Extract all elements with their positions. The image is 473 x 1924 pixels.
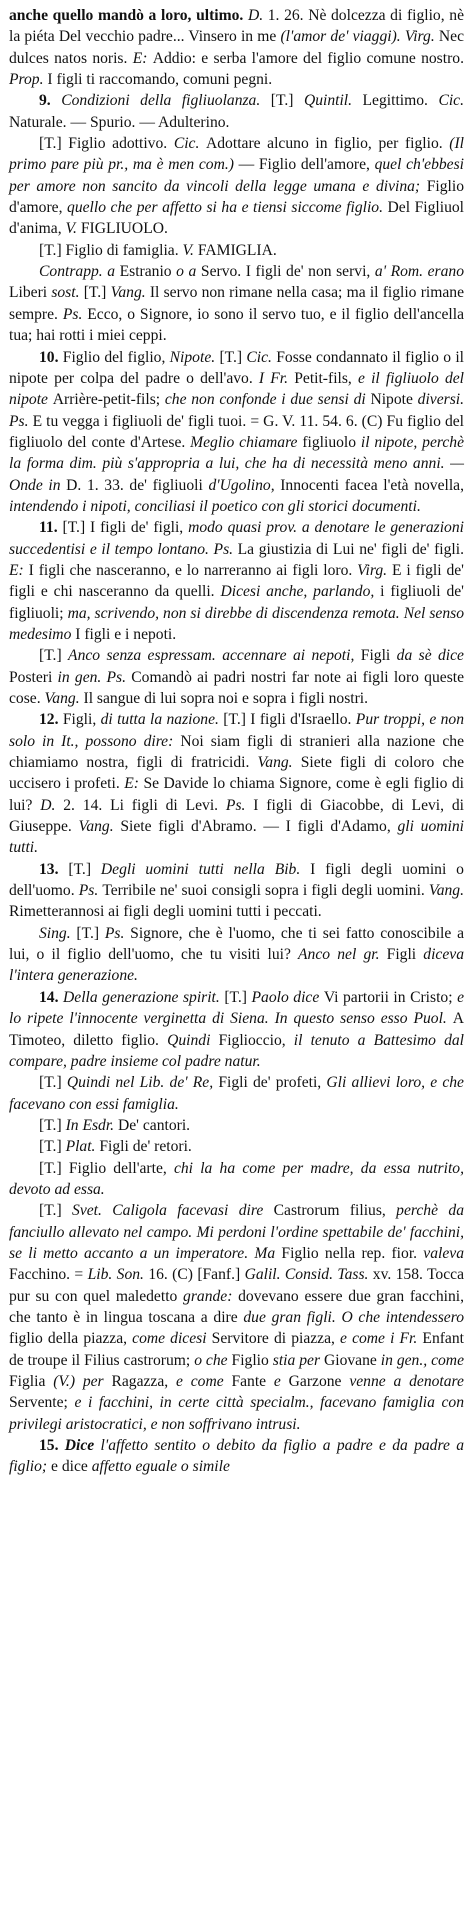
text-segment: Quintil. <box>303 92 363 110</box>
text-segment: che non confonde i due sensi di <box>164 391 371 409</box>
text-segment: Figlioccio, <box>218 1031 294 1049</box>
text-segment: Castrorum filius, <box>273 1202 397 1220</box>
text-segment: Ps. <box>62 305 88 323</box>
text-segment: Del Figliuol d'anima, <box>9 199 464 238</box>
text-segment: Ps. <box>78 882 103 900</box>
text-segment: Ragazza, <box>111 1373 176 1390</box>
text-segment: Arrière-petit-fils; <box>52 391 165 409</box>
text-segment: Il servo non rimane nella casa; ma il figlio rimane sempre. <box>9 284 464 323</box>
text-segment: I figli che nasceranno, e lo narreranno ai figli loro. <box>28 561 358 579</box>
text-segment: venne a denotare <box>349 1373 464 1390</box>
text-segment: Condizioni della figliuolanza. <box>61 92 271 110</box>
para-13 <box>9 859 464 923</box>
text-segment: (V.) per <box>53 1373 112 1390</box>
text-segment: In Esdr. <box>65 1116 118 1134</box>
para-9c <box>9 240 464 261</box>
text-segment: Figli, <box>62 711 101 729</box>
text-segment: di tutta la nazione. <box>100 711 224 729</box>
text-segment: dovevano essere due gran facchini, che tanto è in lingua toscana a dire <box>9 1287 464 1326</box>
text-segment: Vi partorii in Cristo; <box>323 988 458 1006</box>
text-segment: (l'amor de' viaggi). Virg. <box>280 28 439 46</box>
text-segment: e come i Fr. <box>340 1330 423 1348</box>
text-segment: Servente; <box>9 1394 75 1412</box>
text-segment: Signore, che è l'uomo, che ti sei fatto conoscibile a lui, o il figlio dell'uomo, che tu visiti lui? <box>9 924 464 964</box>
text-segment: ma, scrivendo, non si direbbe di discendenza remota. Nel senso medesimo <box>9 604 464 643</box>
text-segment: [T.] <box>83 284 111 302</box>
text-segment: Gli allievi loro, e che facevano con essi famiglia. <box>9 1074 464 1113</box>
text-segment: Quindi nel Lib. de' Re, <box>66 1074 219 1092</box>
text-segment: Della generazione spirit. <box>63 988 225 1006</box>
text-segment: a' Rom. erano <box>374 263 465 281</box>
text-segment: da sè dice <box>396 647 464 665</box>
text-segment: Ecco, o Signore, io sono il servo tuo, e il figlio dell'ancella tua; hai rotti i miei ceppi. <box>9 305 465 345</box>
text-segment: modo quasi prov. a denotare le generazioni succedentisi e il tempo lontano. Ps. <box>9 519 464 558</box>
text-segment: Enfant de troupe il Filius castrorum; <box>9 1330 464 1369</box>
text-segment: [T.] I figli de' figli, <box>62 519 189 537</box>
text-segment: A Timoteo, diletto figlio. <box>9 1010 464 1049</box>
text-segment: Giovane <box>323 1351 381 1369</box>
text-segment: Siete figli di coloro che uccisero i profeti. <box>9 754 465 793</box>
para-14c <box>9 1115 464 1136</box>
text-segment: D. <box>40 796 64 814</box>
text-segment: Anco nel gr. <box>298 946 387 964</box>
text-segment: Nec dulces natos noris. <box>9 28 464 67</box>
para-12 <box>9 709 464 858</box>
text-segment: Servo. I figli de' non servi, <box>200 263 375 281</box>
para-14b <box>9 1072 464 1115</box>
text-segment: Estranio <box>119 263 177 281</box>
text-segment: due gran figli. O che intendessero <box>243 1308 464 1326</box>
text-segment: (Il primo pare più pr., ma è men com.) <box>9 135 465 174</box>
text-segment: Meglio chiamare <box>190 433 303 451</box>
text-segment: Dicesi anche, parlando, <box>220 583 381 601</box>
text-segment: o a <box>176 263 201 281</box>
text-segment: Ps. <box>225 796 254 814</box>
text-segment: e lo ripete l'innocente verginetta di Siena. In questo senso esso Puol. <box>9 988 465 1028</box>
para-13b <box>9 923 464 987</box>
text-segment: Cic. <box>438 92 464 110</box>
text-segment: chi la ha come per madre, da essa nutrito, devoto ad essa. <box>9 1159 464 1198</box>
text-segment: Rimetterannosi ai figli degli uomini tutti i peccati. <box>9 903 322 921</box>
para-14e <box>9 1158 464 1201</box>
text-segment: d'Ugolino, <box>208 476 281 494</box>
text-segment: [T.] <box>68 860 101 878</box>
text-segment: 12. <box>39 711 63 729</box>
text-segment: D. <box>247 7 268 24</box>
text-segment: valeva <box>423 1244 464 1262</box>
text-segment: Figli <box>360 647 397 665</box>
text-segment: come dicesi <box>132 1330 212 1348</box>
text-segment: Nipote <box>370 391 418 409</box>
text-segment: — Figlio dell'amore, <box>238 156 375 174</box>
text-segment: Se Davide lo chiama Signore, come è egli figlio di lui? <box>9 775 464 814</box>
text-segment: Nipote. <box>169 348 220 366</box>
text-segment: Sing. <box>39 924 77 942</box>
text-segment: Fosse condannato il figlio o il nipote per colpa del padre o dell'avo. <box>9 348 464 387</box>
text-segment: Lib. Son. <box>87 1266 149 1284</box>
text-segment: Petit-fils, <box>294 369 358 387</box>
text-segment: Siete figli d'Abramo. — I figli d'Adamo, <box>120 818 398 836</box>
text-segment: 2. 14. Li figli di Levi. <box>63 796 226 814</box>
text-segment: Liberi <box>9 284 52 302</box>
text-segment: i figliuoli de' figliuoli; <box>9 583 464 622</box>
text-segment: Garzone <box>288 1373 350 1390</box>
text-segment: Figli de' profeti, <box>218 1074 327 1092</box>
text-segment: FAMIGLIA. <box>197 241 277 259</box>
text-segment: 11. <box>39 519 63 537</box>
para-10 <box>9 347 464 518</box>
para-9b <box>9 133 464 240</box>
text-segment: De' cantori. <box>117 1116 191 1134</box>
text-segment: e come <box>175 1373 232 1390</box>
text-segment: D. 1. 33. de' figliuoli <box>66 476 209 494</box>
text-segment: [T.] I figli d'Israello. <box>223 711 356 729</box>
text-segment: intendendo i nipoti, conciliasi il poetico con gli storici documenti. <box>9 497 421 515</box>
text-segment: Figlio <box>231 1351 273 1369</box>
text-segment: o che <box>194 1351 232 1369</box>
text-segment: V. <box>65 220 81 238</box>
text-segment: Adottare alcuno in figlio, per figlio. <box>206 135 450 153</box>
text-segment: e i facchini, in certe città specialm., facevano famiglia con privilegi aristocratici, e non soffrivano intrusi. <box>9 1394 464 1433</box>
text-segment: e dice <box>51 1458 92 1476</box>
text-segment: Fante <box>231 1373 274 1390</box>
text-segment: in gen., come <box>380 1351 464 1369</box>
text-segment: diceva l'intera generazione. <box>9 946 464 985</box>
text-segment: Pur troppi, e non solo in It., possono dire: <box>9 711 465 750</box>
text-segment: Figli de' retori. <box>99 1138 192 1156</box>
text-segment: I figli e i nepoti. <box>75 625 177 643</box>
text-segment: Dice <box>64 1437 101 1455</box>
text-segment: Addio: e serba l'amore del figlio comune nostro. <box>152 49 464 67</box>
text-segment: 10. <box>39 348 63 366</box>
para-11b <box>9 645 464 709</box>
text-segment: [T.] <box>219 348 247 366</box>
text-segment: diversi. Ps. <box>9 391 464 430</box>
text-segment: I figli di Giacobbe, di Levi, di Giuseppe. <box>9 796 464 836</box>
text-segment: [T.] <box>270 92 304 110</box>
text-segment: Vang. <box>78 818 121 836</box>
text-segment: I figli degli uomini o dell'uomo. <box>9 860 464 900</box>
text-segment: figlio della piazza, <box>9 1330 133 1348</box>
text-segment: 1. 26. Nè dolcezza di figlio, nè la piéta Del vecchio padre... Vinsero in me <box>9 7 464 46</box>
text-segment: I figli ti raccomando, comuni pegni. <box>47 71 273 89</box>
para-intro <box>9 5 464 90</box>
text-segment: E tu vegga i figliuoli de' figli tuoi. = G. V. 11. 54. 6. (C) Fu figlio del figliuolo del conte d'Artese. <box>9 412 464 451</box>
para-15 <box>9 1435 464 1478</box>
text-segment: in gen. Ps. <box>57 668 132 686</box>
text-segment: Servitore di piazza, <box>211 1330 341 1348</box>
para-9 <box>9 90 464 133</box>
text-segment: Figli <box>386 946 424 964</box>
text-segment: 14. <box>39 988 64 1006</box>
text-segment: Figlia <box>9 1373 54 1390</box>
text-segment: Naturale. — Spurio. — Adulterino. <box>9 113 230 131</box>
text-segment: sost. <box>51 284 84 302</box>
text-segment: E: <box>9 561 29 579</box>
para-14f <box>9 1200 464 1435</box>
text-segment: affetto eguale o simile <box>91 1458 230 1476</box>
text-segment: Virg. <box>357 561 392 579</box>
text-segment: Plat. <box>65 1138 100 1156</box>
text-segment: anche quello mandò a loro, ultimo. <box>9 7 248 24</box>
text-segment: I Fr. <box>258 369 295 387</box>
text-segment: Prop. <box>9 71 48 89</box>
text-segment: Vang. <box>257 754 301 772</box>
text-segment: e <box>273 1373 289 1390</box>
text-segment: [T.] <box>39 1138 66 1156</box>
text-segment: Cic. <box>173 135 206 153</box>
text-segment: [T.] <box>224 988 252 1006</box>
text-segment: Figlio d'amore, <box>9 177 464 217</box>
text-segment: Contrapp. a <box>39 263 120 281</box>
text-segment: Facchino. = <box>9 1266 88 1284</box>
text-segment: il tenuto a Battesimo dal compare, padre insieme col padre natur. <box>9 1031 464 1070</box>
text-segment: quello che per affetto si ha e tiensi siccome figlio. <box>67 199 388 217</box>
text-segment: E i figli de' figli e chi nasceranno da quelli. <box>9 561 464 601</box>
text-segment: xv. 158. Tocca pur su con quel maledetto <box>9 1266 464 1305</box>
text-segment: [T.] Figlio dell'arte, <box>39 1159 174 1177</box>
text-segment: Comandò ai padri nostri far note ai figli loro queste cose. <box>9 668 465 707</box>
text-segment: 15. <box>39 1437 65 1455</box>
text-segment: Terribile ne' suoi consigli sopra i figli degli uomini. <box>102 882 429 900</box>
text-segment: La giustizia di Lui ne' figli de' figli. <box>237 540 464 558</box>
text-segment: figliuolo <box>302 433 361 451</box>
text-segment: Quindi <box>167 1031 219 1049</box>
text-segment: [T.] Figlio adottivo. <box>39 135 174 153</box>
para-14d <box>9 1136 464 1157</box>
text-segment: Degli uomini tutti nella Bib. <box>100 860 311 878</box>
text-segment: Vang. <box>110 284 150 302</box>
text-segment: Figlio nella rep. fior. <box>281 1244 424 1262</box>
text-segment: gli uomini tutti. <box>9 818 464 857</box>
text-segment: Posteri <box>9 668 58 686</box>
para-11 <box>9 517 464 645</box>
text-segment: l'affetto sentito o debito da figlio a padre e da padre a figlio; <box>9 1437 464 1476</box>
text-segment: [T.] Figlio di famiglia. <box>39 241 183 259</box>
text-segment: e il figliuolo del nipote <box>9 369 464 409</box>
text-segment: 13. <box>39 860 69 878</box>
text-segment: il nipote, perchè la forma dim. più s'appropria a lui, che ha di necessità meno anni. — Onde in <box>9 433 464 494</box>
text-segment: Il sangue di lui sopra noi e sopra i figli nostri. <box>83 690 369 707</box>
text-segment: 16. (C) [Fanf.] <box>148 1266 245 1284</box>
text-segment: Vang. <box>44 690 84 707</box>
text-segment: [T.] <box>39 1202 73 1220</box>
text-segment: stia per <box>272 1351 324 1369</box>
text-segment: [T.] <box>76 924 105 942</box>
text-segment: E: <box>132 49 153 67</box>
text-segment: [T.] <box>39 1116 66 1134</box>
text-segment: Anco senza espressam. accennare ai nepoti, <box>68 647 361 665</box>
text-segment: V. <box>182 241 198 259</box>
text-segment: Innocenti facea l'età novella, <box>280 476 465 494</box>
para-contrapp <box>9 261 464 346</box>
text-segment: [T.] <box>39 647 69 665</box>
para-14 <box>9 987 464 1072</box>
text-segment: Paolo dice <box>251 988 324 1006</box>
text-segment: Legittimo. <box>362 92 439 110</box>
text-segment: 9. <box>39 92 62 110</box>
text-segment: Galil. Consid. Tass. <box>244 1266 373 1284</box>
text-segment: Figlio del figlio, <box>62 348 170 366</box>
text-segment: Svet. Caligola facevasi dire <box>72 1202 274 1220</box>
text-segment: quel ch'ebbesi per amore non sancito da vincoli della legge umana e divina; <box>9 156 464 195</box>
text-segment: grande: <box>183 1287 239 1305</box>
text-segment: Noi siam figli di stranieri alla nazione che chiamiamo nostra, figli di fratricidi. <box>9 732 464 772</box>
text-segment: Ps. <box>104 924 131 942</box>
text-segment: Vang. <box>428 882 464 900</box>
text-segment: FIGLIUOLO. <box>80 220 168 238</box>
text-segment: [T.] <box>39 1074 67 1092</box>
text-segment: E: <box>124 775 144 793</box>
text-segment: Cic. <box>246 348 277 366</box>
text-segment: perchè da fanciullo allevato nel campo. Mi perdoni l'ordine spettabile de' facchini, se li metto accanto a un imperatore. Ma <box>9 1202 464 1262</box>
